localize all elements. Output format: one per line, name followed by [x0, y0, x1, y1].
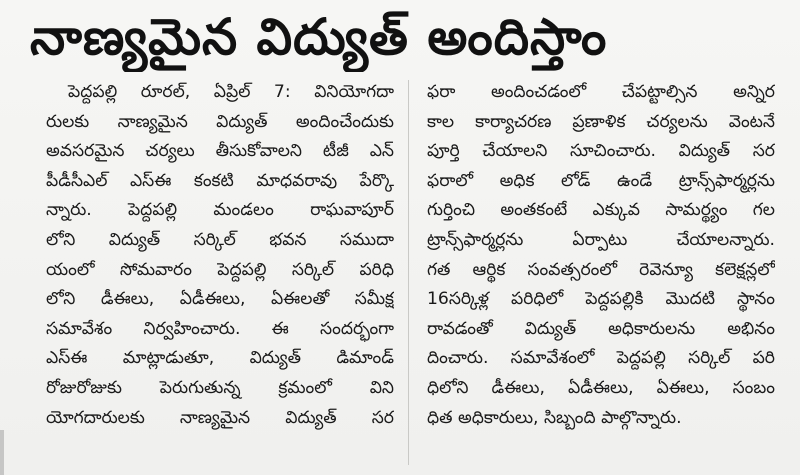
article-line: ఫరాలో అధిక లోడ్‌ ఉండే ట్రాన్స్‌ఫార్మర్లను — [427, 170, 775, 191]
article-line: ధిత అధికారులు, సిబ్బంది పాల్గొన్నారు. — [427, 407, 682, 428]
article-line: అవసరమైన చర్యలు తీసుకోవాలని టీజీ ఎన్‌ — [46, 141, 394, 162]
article-line: ఫరా అందించడంలో చేపట్టాల్సిన అన్నిర — [427, 82, 775, 102]
article-headline: నాణ్యమైన విద్యుత్‌ అందిస్తాం — [30, 8, 608, 66]
article-line: పెద్దపల్లి రూరల్‌, ఏప్రిల్‌ 7: వినియోగదా — [68, 82, 394, 102]
article-column-right — [427, 78, 775, 433]
article-line: యోగదారులకు నాణ్యమైన విద్యుత్‌ సర — [46, 407, 394, 428]
scan-edge-shadow — [0, 430, 4, 475]
article-column-left — [46, 78, 394, 433]
article-line: గుర్తించి అంతకంటే ఎక్కువ సామర్థ్యం గల — [427, 200, 775, 221]
article-line: పీడీసీఎల్‌ ఎస్‌ఈ కంకటి మాధవరావు పేర్కొ — [46, 170, 394, 191]
article-line: లోని డీఈలు, ఏడీఈలు, ఏఈలతో సమీక్ష — [46, 289, 394, 310]
article-line: న్నారు. పెద్దపల్లి మండలం రాఘవాపూర్‌ — [46, 200, 394, 221]
article-line: ధిలోని డీఈలు, ఏడీఈలు, ఏఈలు, సంబం — [427, 377, 775, 398]
article-line: గత ఆర్థిక సంవత్సరంలో రెవెన్యూ కలెక్షన్లలో — [427, 259, 775, 280]
article-line: యంలో సోమవారం పెద్దపల్లి సర్కిల్‌ పరిధి — [46, 259, 394, 280]
article-line: లోని విద్యుత్‌ సర్కిల్‌ భవన సముదా — [46, 229, 394, 250]
article-line: కాల కార్యాచరణ ప్రణాళిక చర్యలను వెంటనే — [427, 111, 775, 132]
article-line: రావడంతో విద్యుత్‌ అధికారులను అభినం — [427, 318, 775, 339]
column-divider — [408, 80, 409, 465]
article-line: రులకు నాణ్యమైన విద్యుత్‌ అందించేందుకు — [46, 111, 394, 132]
article-line: ఎస్‌ఈ మాట్లాడుతూ, విద్యుత్‌ డిమాండ్‌ — [46, 348, 394, 369]
article-line: ట్రాన్స్‌ఫార్మర్లను ఏర్పాటు చేయాలన్నారు. — [427, 229, 775, 250]
article-line: పూర్తి చేయాలని సూచించారు. విద్యుత్‌ సర — [427, 141, 775, 162]
article-line: 16సర్కిళ్ల పరిధిలో పెద్దపల్లికి మొదటి స్థానం — [427, 289, 775, 310]
article-line: సమావేశం నిర్వహించారు. ఈ సందర్భంగా — [46, 318, 394, 339]
article-line: దించారు. సమావేశంలో పెద్దపల్లి సర్కిల్‌ పరి — [427, 348, 775, 369]
article-line: రోజురోజుకు పెరుగుతున్న క్రమంలో విని — [46, 377, 394, 398]
